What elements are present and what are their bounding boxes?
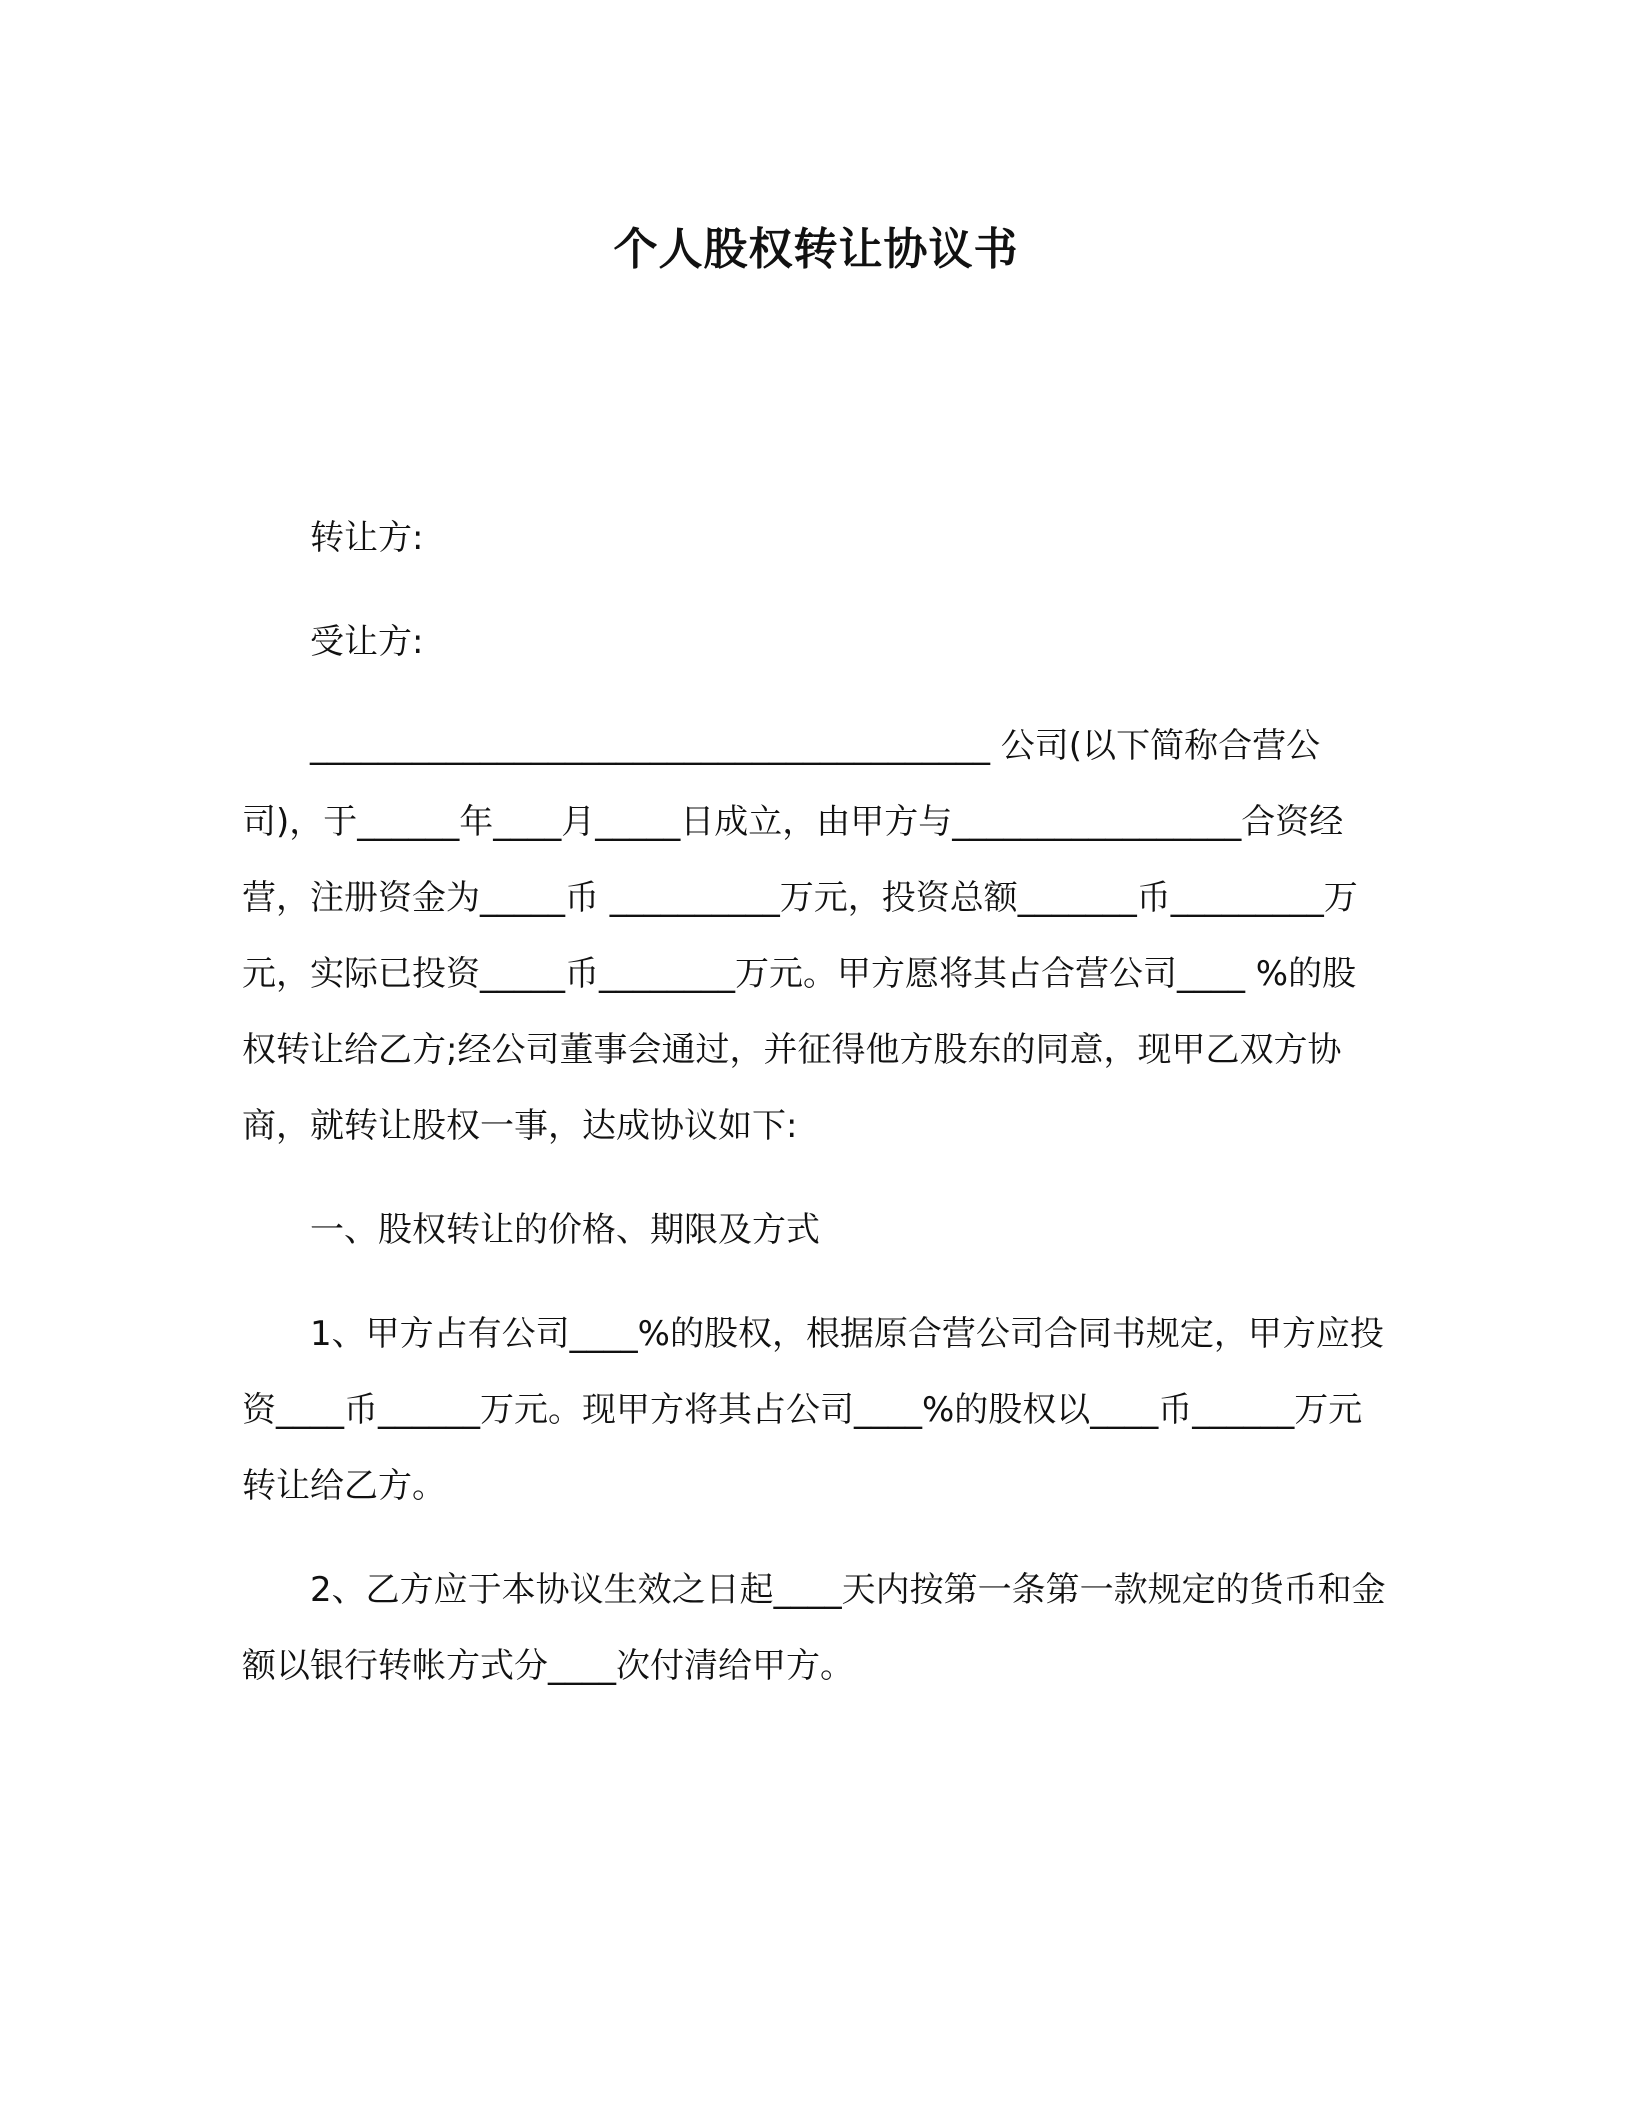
document-title: 个人股权转让协议书 xyxy=(613,224,1019,275)
clause-2-paragraph: 2、乙方应于本协议生效之日起____天内按第一条第一款规定的货币和金额以银行转帐方式分____次付清给甲方。 xyxy=(242,1570,1386,1686)
transferee-label: 受让方: xyxy=(310,622,424,662)
transferor-label: 转让方: xyxy=(310,518,424,558)
section-1-heading: 一、股权转让的价格、期限及方式 xyxy=(310,1210,820,1250)
intro-paragraph: ________________________________________ 公司(以下简称合营公司)，于______年____月_____日成立，由甲方与_________________合资经营，注册资金为_____币 __________万元，投资总额_______币_________万元，实际已投资_____币________万元。甲方愿将其占合营公司____ %的股权转让给乙方;经公司董事会通过，并征得他方股东的同意，现甲乙双方协商，就转让股权一事，达成协议如下: xyxy=(242,726,1358,1146)
document-body xyxy=(242,500,1390,1704)
clause-1-paragraph: 1、甲方占有公司____%的股权，根据原合营公司合同书规定，甲方应投资____币______万元。现甲方将其占公司____%的股权以____币______万元转让给乙方。 xyxy=(242,1314,1384,1506)
